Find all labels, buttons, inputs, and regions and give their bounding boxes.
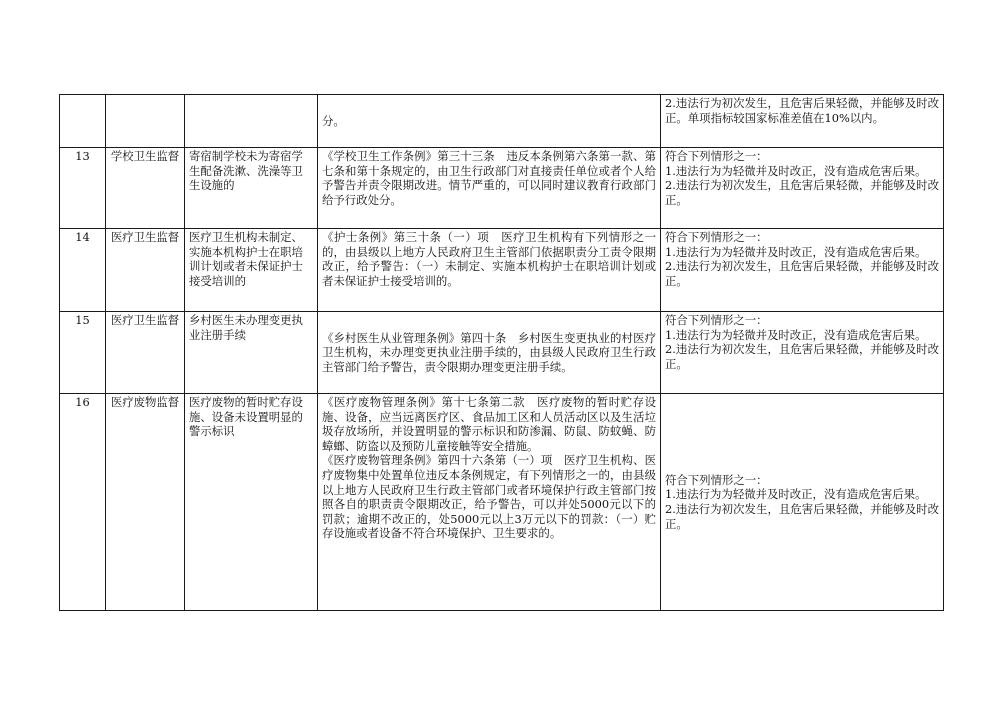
exemption-conditions	[661, 95, 944, 148]
condition-line: 1.违法行为为轻微并及时改正，没有造成危害后果。	[665, 487, 927, 502]
legal-basis-paragraph: 《乡村医生从业管理条例》第四十条 乡村医生变更执业的村医疗卫生机构，未办理变更执业注册手续的，由县级人民政府卫生行政主管部门给予警告，责令限期办理变更注册手续。	[322, 330, 656, 374]
exemption-conditions	[661, 312, 944, 394]
condition-line: 2.违法行为初次发生，且危害后果轻微，并能够及时改正。	[665, 502, 939, 531]
condition-line: 符合下列情形之一：	[665, 149, 768, 163]
legal-basis-paragraph: 《医疗废物管理条例》第四十六条第（一）项 医疗卫生机构、医疗废物集中处置单位违反本条例规定，有下列情形之一的，由县级以上地方人民政府卫生行政主管部门或者环境保护行政主管部门按照各自的职责责令限期改正，给予警告，可以并处5000元以下的罚款；逾期不改正的，处5000元以上3万元以下的罚款：（一）贮存设施或者设备不符合环境保护、卫生要求的。	[322, 453, 656, 541]
supervision-type: 医疗卫生监督	[106, 229, 185, 312]
row-number	[60, 95, 106, 148]
violation-table	[59, 94, 944, 611]
condition-line: 2.违法行为初次发生，且危害后果轻微，并能够及时改正。	[665, 259, 939, 288]
legal-basis	[318, 394, 661, 611]
condition-line: 1.违法行为为轻微并及时改正，没有造成危害后果。	[665, 327, 927, 342]
violation-act	[185, 95, 318, 148]
violation-act: 医疗废物的暂时贮存设施、设备未设置明显的警示标识	[185, 394, 318, 611]
legal-basis	[318, 148, 661, 229]
legal-basis	[318, 229, 661, 312]
condition-line: 符合下列情形之一：	[665, 313, 768, 327]
condition-line: 2.违法行为初次发生，且危害后果轻微，并能够及时改正。	[665, 178, 939, 207]
exemption-conditions	[661, 148, 944, 229]
violation-act: 医疗卫生机构未制定、实施本机构护士在职培训计划或者未保证护士接受培训的	[185, 229, 318, 312]
legal-basis	[318, 312, 661, 394]
exemption-conditions	[661, 394, 944, 611]
row-number: 14	[60, 229, 106, 312]
violation-act: 乡村医生未办理变更执业注册手续	[185, 312, 318, 394]
row-number: 15	[60, 312, 106, 394]
supervision-type: 医疗废物监督	[106, 394, 185, 611]
table-row	[60, 394, 944, 611]
legal-basis-paragraph: 《护士条例》第三十条（一）项 医疗卫生机构有下列情形之一的，由县级以上地方人民政府卫生主管部门依据职责分工责令限期改正，给予警告：（一）未制定、实施本机构护士在职培训计划或者未保证护士接受培训的。	[322, 230, 656, 288]
table-row	[60, 148, 944, 229]
legal-basis	[318, 95, 661, 148]
table-row	[60, 229, 944, 312]
condition-line: 1.违法行为为轻微并及时改正，没有造成危害后果。	[665, 244, 927, 259]
condition-line: 符合下列情形之一：	[665, 472, 768, 487]
condition-line: 1.违法行为为轻微并及时改正，没有造成危害后果。	[665, 163, 927, 178]
violation-act: 寄宿制学校未为寄宿学生配备洗漱、洗澡等卫生设施的	[185, 148, 318, 229]
legal-basis-paragraph: 《医疗废物管理条例》第十七条第二款 医疗废物的暂时贮存设施、设备，应当远离医疗区、食品加工区和人员活动区以及生活垃圾存放场所，并设置明显的警示标识和防渗漏、防鼠、防蚊蝇、防蟑螂、防盗以及预防儿童接触等安全措施。	[322, 395, 656, 453]
condition-line: 2.违法行为初次发生，且危害后果轻微，并能够及时改正。单项指标较国家标准差值在10%以内。	[665, 96, 939, 125]
condition-line: 2.违法行为初次发生，且危害后果轻微，并能够及时改正。	[665, 342, 939, 371]
condition-line: 符合下列情形之一：	[665, 230, 768, 244]
table-row	[60, 95, 944, 148]
supervision-type: 医疗卫生监督	[106, 312, 185, 394]
legal-basis-paragraph: 分。	[322, 113, 345, 128]
table-row	[60, 312, 944, 394]
row-number: 13	[60, 148, 106, 229]
supervision-type	[106, 95, 185, 148]
legal-basis-paragraph: 《学校卫生工作条例》第三十三条 违反本条例第六条第一款、第七条和第十条规定的，由卫生行政部门对直接责任单位或者个人给予警告并责令限期改进。情节严重的，可以同时建议教育行政部门给予行政处分。	[322, 149, 656, 207]
row-number: 16	[60, 394, 106, 611]
exemption-conditions	[661, 229, 944, 312]
supervision-type: 学校卫生监督	[106, 148, 185, 229]
